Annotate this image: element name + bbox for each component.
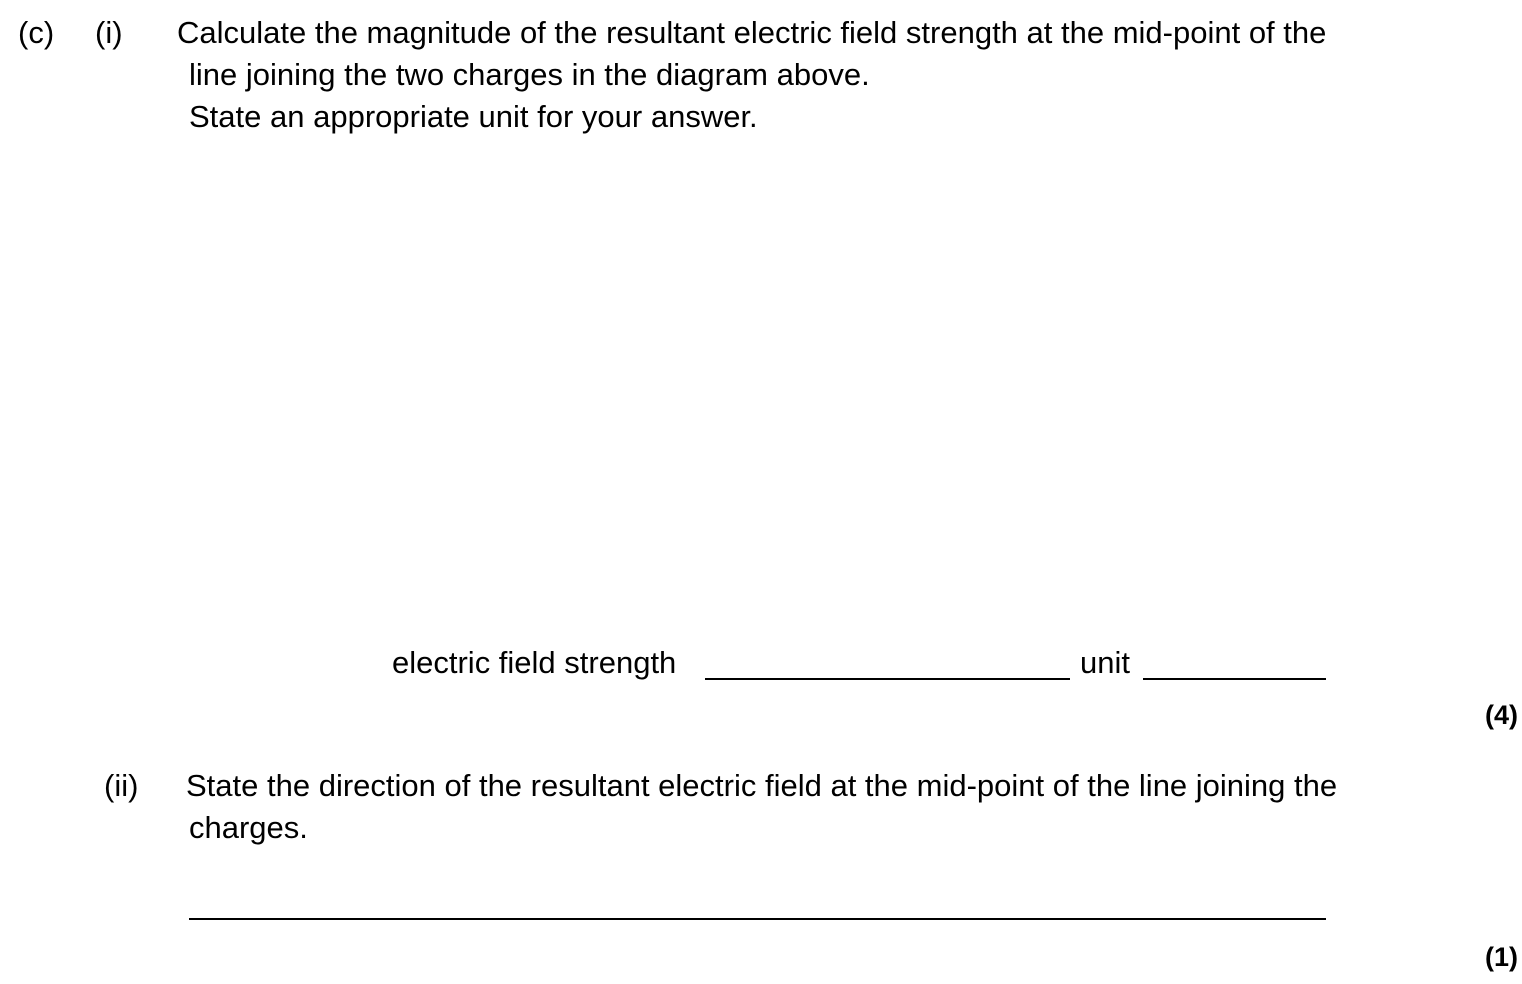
question-i-line-3: State an appropriate unit for your answer. [189,99,758,134]
marks-i: (4) [1485,700,1518,730]
electric-field-strength-label: electric field strength [392,645,677,680]
direction-answer-line[interactable] [189,918,1326,920]
question-i-line-2: line joining the two charges in the diagram above. [189,57,870,92]
question-ii-line-2: charges. [189,810,308,845]
part-label-c: (c) [18,15,55,50]
subpart-label-i: (i) [95,15,123,50]
question-i-line-1: Calculate the magnitude of the resultant electric field strength at the mid-point of the [177,15,1327,50]
marks-ii: (1) [1485,942,1518,972]
question-ii-line-1: State the direction of the resultant electric field at the mid-point of the line joining the [186,768,1338,803]
electric-field-strength-answer-line[interactable] [705,678,1070,680]
subpart-label-ii: (ii) [104,768,139,803]
unit-answer-line[interactable] [1143,678,1326,680]
unit-label: unit [1080,645,1130,680]
